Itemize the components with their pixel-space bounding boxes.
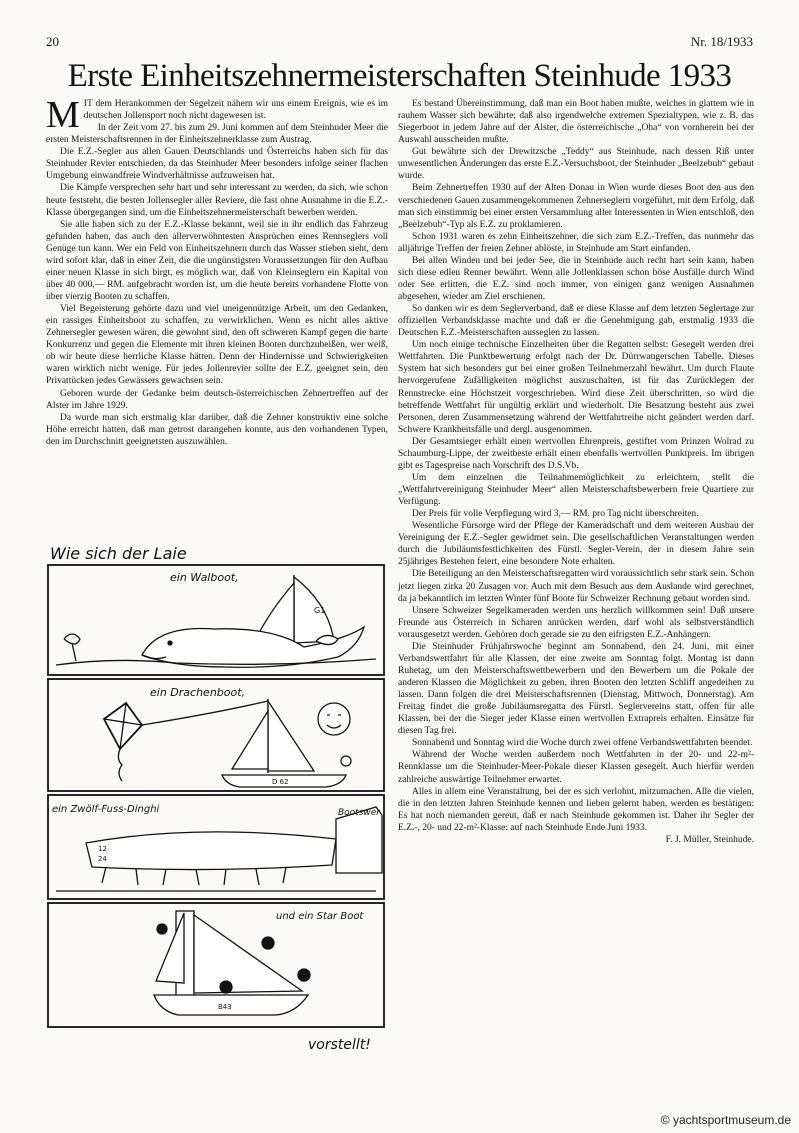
paragraph: Sonnabend und Sonntag wird die Woche durch zwei offene Verbandswettfahrten beendet. <box>412 738 753 749</box>
page-header <box>46 34 753 50</box>
paragraph: Um dem einzelnen die Teilnahmemöglichkeit zu erleichtern, stellt die „Wettfahrtvereinigung Steinhuder Meer“ allen Meisterschaftsbewerbern freie Quartiere zur Verfügung. <box>398 472 754 508</box>
paragraph: Der Gesamtsieger erhält einen wertvollen Ehrenpreis, gestiftet vom Prinzen Wolrad zu Schaumburg-Lippe, der zweitbeste erhält einen ebenfalls wertvollen Punktpreis. Im übrigen gibt es Tagespreise nach Vorschrift des D.S.Vb. <box>398 436 754 471</box>
paragraph: Wesentliche Fürsorge wird der Pflege der Kameradschaft und dem weiteren Ausbau der Vereinigung der E.Z.-Segler gewidmet sein. Die gesellschaftlichen Veranstaltungen werden durch die Jubiläumsfestlichkeiten des Fürstl. Segler-Verein, der in diesem Jahre sein 25jähriges Bestehen feiert, eine besondere Note erhalten. <box>398 521 754 568</box>
panel4-label: und ein Star Boot <box>276 911 364 922</box>
comic-drawing <box>46 543 388 1063</box>
paragraph: Unsere Schweizer Segelkameraden werden uns herzlich willkommen sein! Daß unsere Freunde aus Österreich in Scharen anrücken werden, darf wohl als selbstverständlich vorausgesetzt werden. Gehören doch gerade sie zu den eifrigsten E.Z.-Anhängern. <box>398 605 754 640</box>
panel2-label: ein Drachenboot, <box>150 686 246 699</box>
panel-starboot <box>48 903 384 1027</box>
paragraph: Viel Begeisterung gehörte dazu und viel uneigennützige Arbeit, um den Gedanken, ein rassiges Einheitsboot zu schaffen, zu verwirklichen. Wenn es nicht alles aktive Zehnersegler gewesen wären, die gewohnt sind, den oft schweren Kampf gegen die harte Konkurrenz und gegen die Elemente mit ihren kleinen Booten durchzubeißen, wer weiß, ob wir heute diese herrliche Klasse hätten. Denn der Hindernisse und Schwierigkeiten waren wirklich nicht wenige. Für jedes Jollenrevier sollte der E.Z. geeignet sein, den Privattücken jedes Gewässers gewachsen sein. <box>46 304 388 387</box>
panel-drachenboot <box>48 679 384 791</box>
paragraph: Die Beteiligung an den Meisterschaftsregatten wird voraussichtlich sehr stark sein. Schon jetzt liegen zirka 20 Zusagen vor. Auch mit dem Besuch aus dem Auslande wird gerechnet, da ja bekanntlich im letzten Winter fünf Boote für Schweizer Rechnung gebaut worden sind. <box>398 569 754 604</box>
panel3-hull-b: 24 <box>98 855 107 863</box>
comic-caption-bottom: vorstellt! <box>308 1037 371 1053</box>
paragraph: So danken wir es dem Seglerverband, daß er diese Klasse auf dem letzten Seglertage zur offiziellen Verbandsklasse machte und daß er die Genehmigung gab, erstmalig 1933 die Deutschen E.Z.-Meisterschaften ausseglen zu lassen. <box>398 304 754 339</box>
comic-caption-top: Wie sich der Laie <box>50 544 187 563</box>
panel2-hull-number: D 62 <box>272 778 289 786</box>
paragraph: Es bestand Übereinstimmung, daß man ein Boot haben mußte, welches in glattem wie in rauhem Wasser sich bewährte; daß also irgendwelche extremen Spezialtypen, wie z. B. das Siegerboot in jedem Jahre auf der Alster, die österreichische „Oha“ von vornherein bei der Auswahl ausscheiden mußte. <box>398 99 754 146</box>
paragraph: Geboren wurde der Gedanke beim deutsch-österreichischen Zehnertreffen auf der Alster im Jahre 1929. <box>46 388 388 411</box>
article-title: Erste Einheitszehnermeisterschaften Steinhude 1933 <box>67 58 732 94</box>
page-number: 20 <box>46 34 59 49</box>
paragraph: Bei allen Winden und bei jeder See, die in Steinhude auch recht hart sein kann, haben sich diese edlen Renner bewährt. Wenn alle Jollenklassen schon böse Ausfälle durch Wind oder See erlitten, die E.Z. sind noch immer, von einigen ganz wenigen Ausnahmen abgesehen, wieder am Ziel erschienen. <box>398 255 754 302</box>
paragraph: Die E.Z.-Segler aus allen Gauen Deutschlands und Österreichs haben sich für das Steinhuder Revier entschieden, da das Steinhuder Meer besonders infolge seiner flachen Umgebung einwandfreie Windverhältnisse aufzuweisen hat. <box>46 147 388 182</box>
panel-walboot <box>48 565 384 675</box>
paragraph: Sie alle haben sich zu der E.Z.-Klasse bekannt, weil sie in ihr endlich das Fahrzeug gefunden haben, das auch den allerverwöhntesten Ansprüchen eines Rennseglers voll Genüge tun kann. Wer ein Feld von Einheitszehnern durch das Wasser stieben sieht, dem wird sofort klar, daß in einer Zeit, die die ungünstigsten Voraussetzungen für den Aufbau einer neuen Klasse in sich birgt, es möglich war, daß von Kleinseglern ein Kapital von über 40 000,— RM. aufgebracht worden ist, um die heute bereits vorhandene Flotte von über vierzig Booten zu schaffen. <box>46 219 388 302</box>
paragraph: Alles in allem eine Veranstaltung, bei der es sich verlohnt, mitzumachen. Alle die vielen, die in den letzten Jahren Steinhude kennen und lieben gelernt haben, werden es bestätigen: Es hat noch niemanden gereut, daß er nach Steinhude gekommen ist. Daher ihr Segler der E.Z.-, 20- und 22-m²-Klasse: auf nach Steinhude Ende Juni 1933. <box>398 786 754 833</box>
issue-number: Nr. 18/1933 <box>690 34 753 49</box>
right-column <box>398 98 754 846</box>
paragraph: Die Kämpfe versprechen sehr hart und sehr interessant zu werden, da sich, wie schon heute feststeht, die besten Jollensegler aller Reviere, die fast ohne Ausnahme in die E.Z.-Klasse übergegangen sind, um die Einheitszehnermeisterschaft bewerben werden. <box>46 183 388 218</box>
paragraph: Die Steinhuder Frühjahrswoche beginnt am Sonnabend, den 24. Juni, mit einer Verbandswettfahrt für alle Klassen, der eine zweite am Sonntag folgt. Montag ist dann Ruhetag, um den Meisterschaftswettbewerbern und den Bewerbern um die Pokale der anderen Klassen die Möglichkeit zu geben, ihren Booten den letzten Schliff angedeihen zu lassen. Dann folgen die drei Meisterschaftsrennen (Dienstag, Mittwoch, Donnerstag). Am Freitag findet die große Jubiläumsregatta des Fürstl. Seglervereins statt, offen für alle Klassen, bei der die Sieger jeder Klasse einen wertvollen Extrapreis erhalten. Einsätze für diesen Tag frei. <box>398 641 754 737</box>
byline: F. J. Müller, Steinhude. <box>665 834 754 845</box>
paragraph: Während der Woche werden außerdem noch Wettfahrten in der 20- und 22-m²-Rennklasse um die Steinhuder-Meer-Pokale dieser Klassen gesegelt. Auch hierfür werden zahlreiche auswärtige Teilnehmer erwartet. <box>398 750 754 785</box>
paragraph: Gut bewährte sich der Drewitzsche „Teddy“ aus Steinhude, nach dessen Riß unter unwesentlichen Änderungen das erste E.Z.-Versuchsboot, der Steinhuder „Beelzebub“ gebaut wurde. <box>398 147 754 182</box>
paragraph: Schon 1931 waren es zehn Einheitszehner, die sich zum E.Z.-Treffen, das nunmehr das alljährige Treffen der freien Zehner ablöste, in Steinhude am Start einfanden. <box>398 231 754 254</box>
panel3-hull-a: 12 <box>98 845 107 853</box>
panel1-label: ein Walboot, <box>170 571 239 584</box>
left-column <box>46 94 388 448</box>
paragraph: Um noch einige technische Einzelheiten über die Regatten selbst: Gesegelt werden drei Wettfahrten. Die Punktbewertung erfolgt nach der Dr. Dürrwangerschen Tabelle. Dieses System hat sich besonders gut bei einer großen Teilnehmerzahl bewährt. Um durch Flaute hervorgerufene Zufälligkeiten möglichst auszuschalten, ist für das Zurücklegen der Rennstrecke eine Höchstzeit vorgeschrieben. Wird diese Zeit überschritten, so wird die betreffende Wettfahrt für ungültig erklärt und wiederholt. Die Besatzung besteht aus zwei Personen, deren Zusammensetzung während der Wettfahrtreihe nicht geändert werden darf. Schwere Krankheitsfälle und dergl. ausgenommen. <box>398 340 754 435</box>
paragraph: Der Preis für volle Verpflegung wird 3,— RM. pro Tag nicht überschreiten. <box>412 509 699 520</box>
panel3-shed-label: Bootswer <box>338 808 381 818</box>
panel3-label: ein Zwölf-Fuss-Dinghi <box>52 804 160 815</box>
panel-dinghi <box>48 795 384 899</box>
panel1-sail-number: G1 <box>314 606 326 615</box>
paragraph: In der Zeit vom 27. bis zum 29. Juni kommen auf dem Steinhuder Meer die ersten Meisterschaftsrennen in der Einheitszehnerklasse zum Austrag. <box>46 123 388 146</box>
comic-illustration <box>46 543 388 1063</box>
paragraph: Da wurde man sich erstmalig klar darüber, daß die Zehner konstruktiv eine solche Höhe erreicht hatten, daß man getrost darangehen konnte, aus den vorhandenen Typen, den im Durchschnitt geeignetsten auszuwählen. <box>46 412 388 447</box>
paragraph: Beim Zehnertreffen 1930 auf der Alten Donau in Wien wurde dieses Boot den aus den verschiedenen Gauen zusammengekommenen Zehnerseglern vorgeführt, mit dem Erfolg, daß man sich einstimmig bei einer ersten Versammlung aller Interessenten in Wien entschloß, den „Beelzebub“-Typ als E.Z. zu proklamieren. <box>398 183 754 230</box>
lead-paragraph: MIT dem Herankommen der Segelzeit nähern wir uns einem Ereignis, wie es im deutschen Jollensport noch nicht dagewesen ist. <box>46 94 388 136</box>
panel4-hull-number: B43 <box>218 1003 232 1011</box>
dropcap: M <box>46 94 80 136</box>
watermark: © yachtsportmuseum.de <box>660 1113 791 1127</box>
